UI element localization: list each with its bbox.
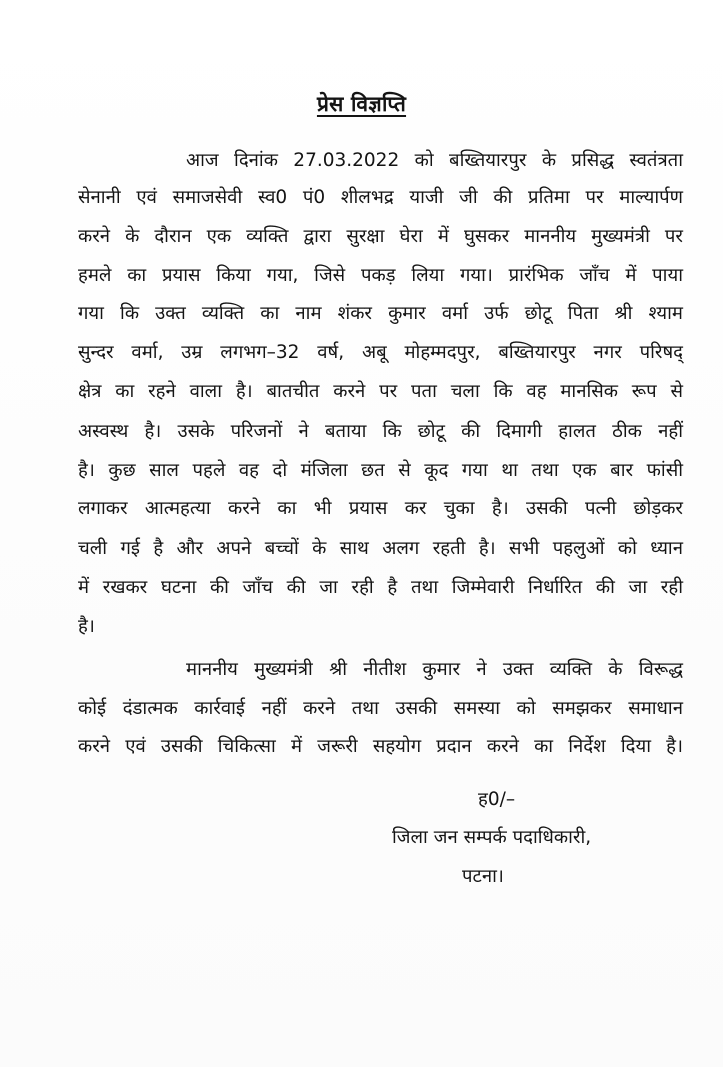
text-line: में रखकर घटना की जाँच की जा रही है तथा जिम्मेवारी निर्धारित की जा रही (78, 577, 683, 598)
text-line: चली गई है और अपने बच्चों के साथ अलग रहती है। सभी पहलुओं को ध्यान (78, 538, 683, 559)
text-line: कोई दंडात्मक कार्रवाई नहीं करने तथा उसकी समस्या को समझकर समाधान (78, 698, 683, 719)
text-line: सेनानी एवं समाजसेवी स्व0 पं0 शीलभद्र याजी जी की प्रतिमा पर माल्यार्पण (78, 187, 683, 208)
text-line: माननीय मुख्यमंत्री श्री नीतीश कुमार ने उक्त व्यक्ति के विरूद्ध (186, 659, 683, 680)
text-line: करने एवं उसकी चिकित्सा में जरूरी सहयोग प्रदान करने का निर्देश दिया है। (78, 736, 683, 757)
document-title: प्रेस विज्ञप्ति (316, 92, 407, 116)
text-line: है। कुछ साल पहले वह दो मंजिला छत से कूद गया था तथा एक बार फांसी (78, 460, 683, 481)
place: पटना। (462, 866, 504, 887)
text-line: गया कि उक्त व्यक्ति का नाम शंकर कुमार वर्मा उर्फ छोटू पिता श्री श्याम (78, 303, 683, 324)
text-line: हमले का प्रयास किया गया, जिसे पकड़ लिया गया। प्रारंभिक जाँच में पाया (78, 265, 683, 286)
signature-mark: ह0/– (478, 789, 516, 810)
text-line: है। (78, 616, 95, 637)
text-line: आज दिनांक 27.03.2022 को बख्तियारपुर के प्रसिद्ध स्वतंत्रता (186, 150, 683, 171)
text-line: लगाकर आत्महत्या करने का भी प्रयास कर चुका है। उसकी पत्नी छोड़कर (78, 498, 683, 519)
text-line: क्षेत्र का रहने वाला है। बातचीत करने पर पता चला कि वह मानसिक रूप से (78, 381, 683, 402)
text-line: अस्वस्थ है। उसके परिजनों ने बताया कि छोटू की दिमागी हालत ठीक नहीं (78, 421, 683, 442)
text-line: करने के दौरान एक व्यक्ति द्वारा सुरक्षा घेरा में घुसकर माननीय मुख्यमंत्री पर (78, 226, 683, 247)
designation: जिला जन सम्पर्क पदाधिकारी, (392, 827, 592, 848)
text-line: सुन्दर वर्मा, उम्र लगभग–32 वर्ष, अबू मोहम्मदपुर, बख्तियारपुर नगर परिषद् (78, 342, 683, 363)
